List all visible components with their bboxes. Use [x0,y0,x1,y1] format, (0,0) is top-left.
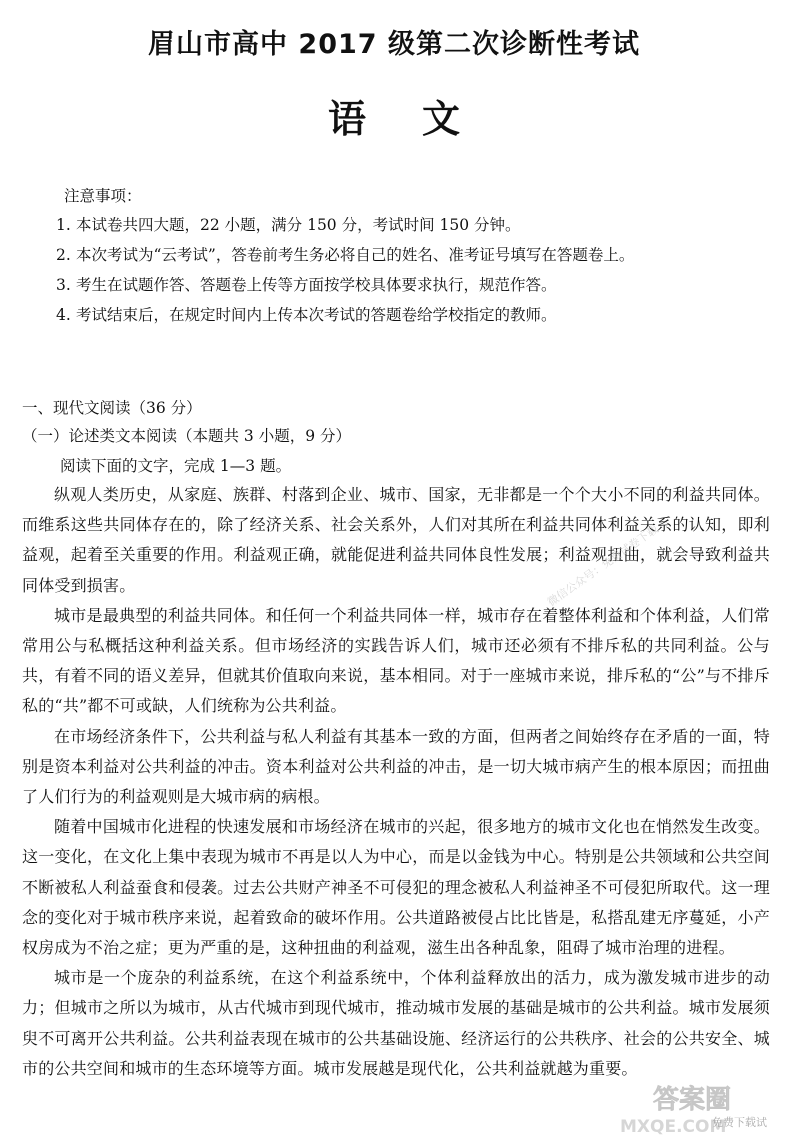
notice-number: 2. [56,246,71,264]
notice-item [56,300,766,330]
notice-text: 考生在试题作答、答题卷上传等方面按学校具体要求执行，规范作答。 [76,276,557,294]
notice-number: 4. [56,306,71,324]
notice-text: 本试卷共四大题，22 小题，满分 150 分，考试时间 150 分钟。 [76,216,521,234]
notice-item [56,240,766,270]
exam-title: 眉山市高中 2017 级第二次诊断性考试 [148,29,640,60]
passage-paragraph: 纵观人类历史，从家庭、族群、村落到企业、城市、国家，无非都是一个个大小不同的利益共同体。而维系这些共同体存在的，除了经济关系、社会关系外，人们对其所在利益共同体利益关系的认知，即利益观，起着至关重要的作用。利益观正确，就能促进利益共同体良性发展；利益观扭曲，就会导致利益共同体受到损害。 [22,485,770,595]
notice-text: 考试结束后，在规定时间内上传本次考试的答题卷给学校指定的教师。 [76,306,557,324]
site-logo-stamp [612,1080,772,1135]
reading-passage [22,480,770,1084]
notice-list [56,210,766,330]
notice-text: 本次考试为“云考试”，答卷前考生务必将自己的姓名、准考证号填写在答题卷上。 [76,246,635,264]
notice-item [56,210,766,240]
reading-instruction: 阅读下面的文字，完成 1—3 题。 [60,457,292,475]
notice-number: 1. [56,216,71,234]
passage-paragraph: 在市场经济条件下，公共利益与私人利益有其基本一致的方面，但两者之间始终存在矛盾的一面，特别是资本利益对公共利益的冲击。资本利益对公共利益的冲击，是一切大城市病产生的根本原因；而扭曲了人们行为的利益观则是大城市病的病根。 [22,726,770,807]
section-heading: 一、现代文阅读（36 分） [22,399,202,417]
notice-item [56,270,766,300]
subsection-heading: （一）论述类文本阅读（本题共 3 小题，9 分） [22,427,352,445]
notice-number: 3. [56,276,71,294]
watermark-text: 微信公众号：免费试卷下载 [545,522,661,609]
notice-heading: 注意事项： [64,187,142,205]
passage-paragraph: 城市是一个庞杂的利益系统，在这个利益系统中，个体利益释放出的活力，成为激发城市进步的动力；但城市之所以为城市，从古代城市到现代城市，推动城市发展的基础是城市的公共利益。城市发展须臾不可离开公共利益。公共利益表现在城市的公共基础设施、经济运行的公共秩序、社会的公共安全、城市的公共空间和城市的生态环境等方面。城市发展越是现代化，公共利益就越为重要。 [22,968,770,1078]
stamp-logo-text: 答案圈 [652,1085,732,1115]
passage-paragraph: 随着中国城市化进程的快速发展和市场经济在城市的兴起，很多地方的城市文化也在悄然发生改变。这一变化，在文化上集中表现为城市不再是以人为中心，而是以金钱为中心。特别是公共领域和公共空间不断被私人利益蚕食和侵袭。过去公共财产神圣不可侵犯的理念被私人利益神圣不可侵犯所取代。这一理念的变化对于城市秩序来说，起着致命的破坏作用。公共道路被侵占比比皆是，私搭乱建无序蔓延，小产权房成为不治之症；更为严重的是，这种扭曲的利益观，滋生出各种乱象，阻碍了城市治理的进程。 [22,817,770,958]
stamp-domain-text: MXQE.COM [620,1117,727,1135]
subject-title: 语文 [327,97,516,141]
passage-paragraph: 城市是最典型的利益共同体。和任何一个利益共同体一样，城市存在着整体利益和个体利益，人们常常用公与私概括这种利益关系。但市场经济的实践告诉人们，城市还必须有不排斥私的共同利益。公与共，有着不同的语义差异，但就其价值取向来说，基本相同。对于一座城市来说，排斥私的“公”与不排斥私的“共”都不可或缺，人们统称为公共利益。 [22,605,770,716]
stamp-tag-text: 免费下载试 [712,1116,767,1129]
